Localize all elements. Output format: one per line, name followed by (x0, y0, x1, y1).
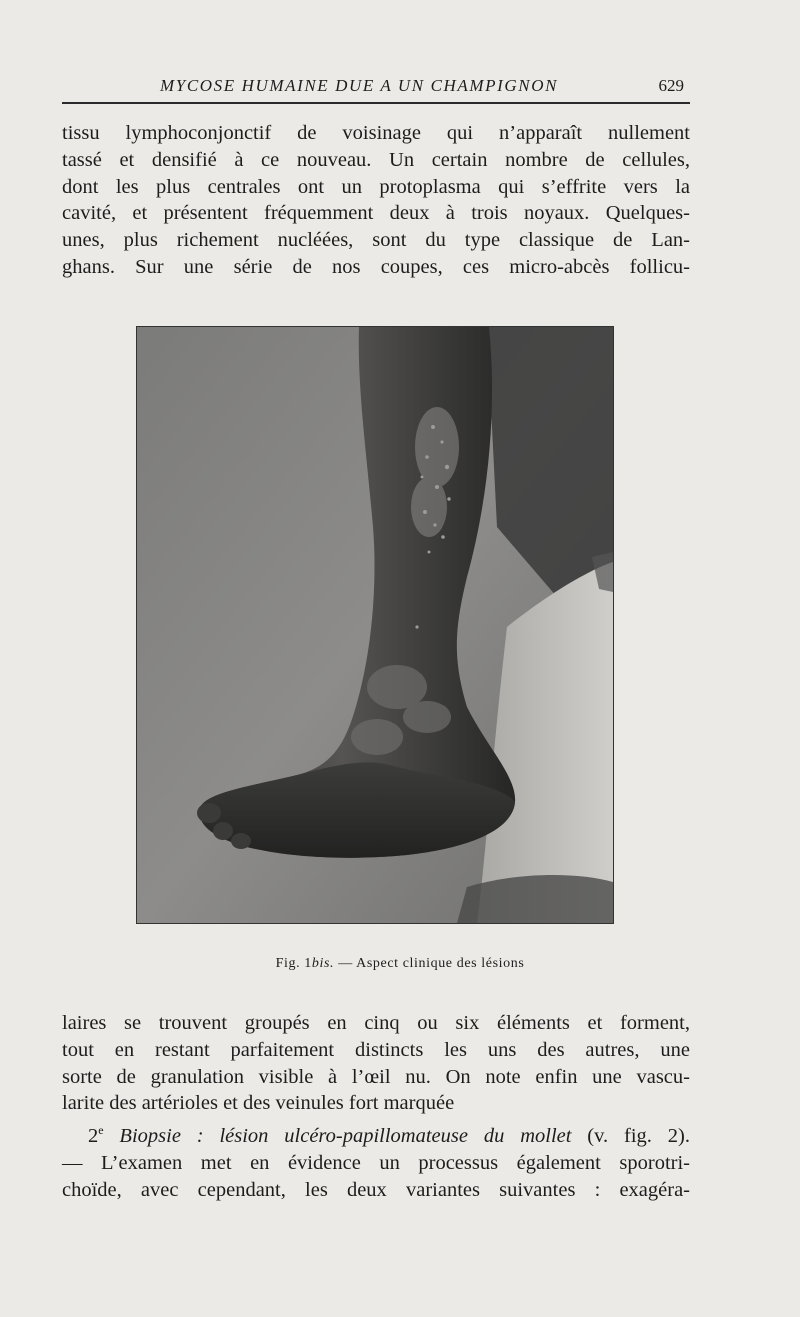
text-line: dont les plus centrales ont un protoplasma qui s’effrite vers la (62, 175, 690, 198)
biopsy-superscript: e (98, 1123, 104, 1138)
figure-photograph (136, 326, 614, 924)
text-line: sorte de granulation visible à l’œil nu. On note enfin une vascu- (62, 1065, 690, 1088)
paragraph-bottom (62, 1010, 690, 1203)
text-line: tissu lymphoconjonctif de voisinage qui n’apparaît nullement (62, 122, 690, 144)
text-line: larite des artérioles et des veinules fort marquée (62, 1092, 455, 1115)
caption-italic: bis. (311, 956, 335, 971)
text-line: unes, plus richement nucléées, sont du type classique de Lan- (62, 229, 690, 252)
biopsy-label: Biopsie : lésion ulcéro-papillomateuse du mollet (103, 1125, 572, 1148)
running-title: MYCOSE HUMAINE DUE A UN CHAMPIGNON (160, 76, 559, 95)
text-line: laires se trouvent groupés en cinq ou six éléments et forment, (62, 1012, 690, 1034)
paragraph-top (62, 120, 690, 281)
figure-caption (0, 956, 800, 972)
biopsy-number: 2 (88, 1125, 99, 1148)
caption-prefix: Fig. 1 (275, 956, 312, 971)
text-line: choïde, avec cependant, les deux variantes suivantes : exagéra- (62, 1178, 690, 1201)
text-line: ghans. Sur une série de nos coupes, ces micro-abcès follicu- (62, 255, 690, 278)
biopsy-ref: (v. fig. 2). (571, 1125, 690, 1148)
running-header (62, 72, 690, 104)
caption-text: — Aspect clinique des lésions (334, 956, 525, 971)
text-line: — L’examen met en évidence un processus également sporotri- (62, 1151, 690, 1174)
text-line: tout en restant parfaitement distincts les uns des autres, une (62, 1038, 690, 1061)
biopsy-heading (62, 1117, 690, 1150)
leg-photo-illustration (137, 327, 613, 923)
text-line: cavité, et présentent fréquemment deux à trois noyaux. Quelques- (62, 202, 690, 225)
page-number: 629 (658, 76, 684, 95)
text-line: tassé et densifié à ce nouveau. Un certain nombre de cellules, (62, 148, 690, 171)
